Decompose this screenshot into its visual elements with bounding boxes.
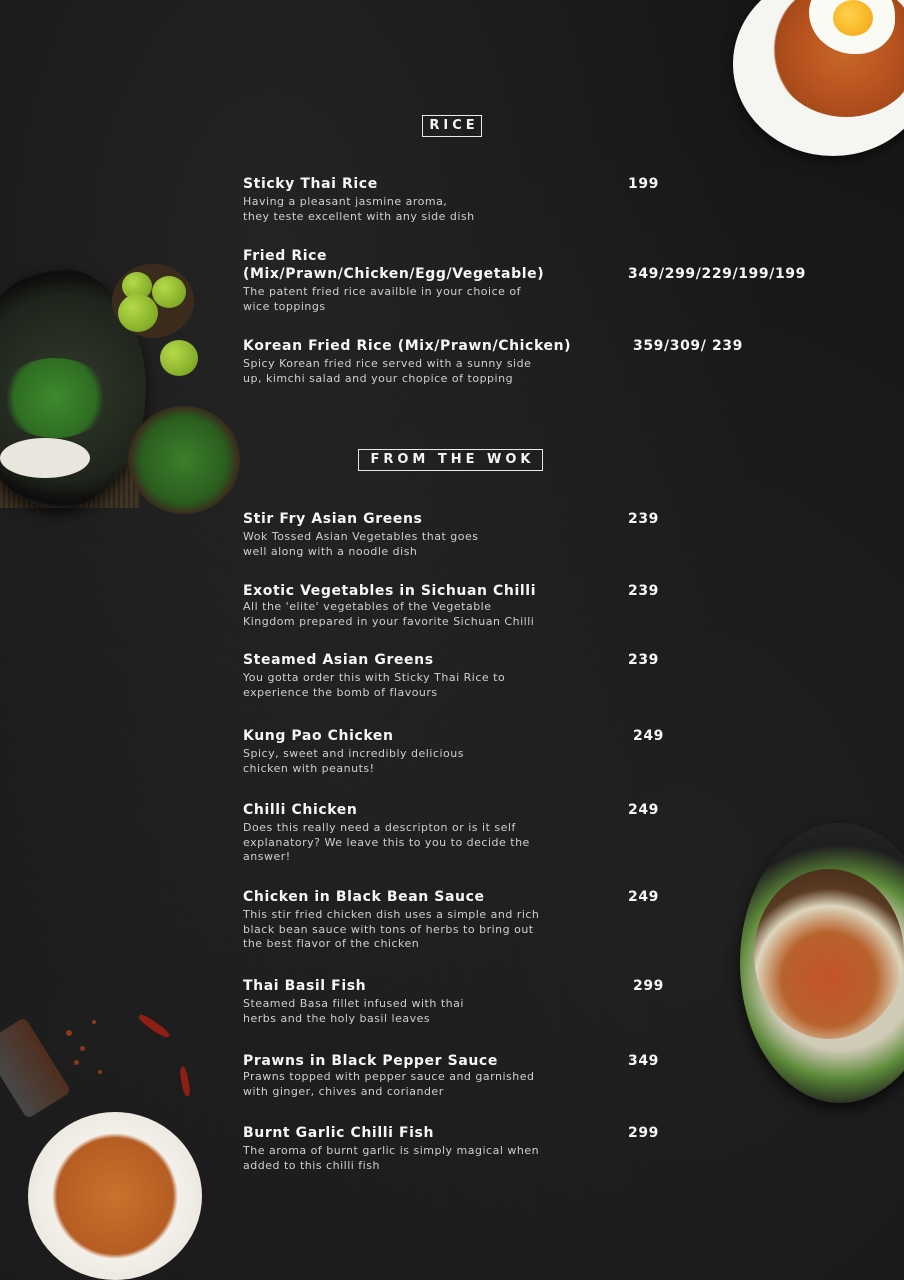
item-description-line: experience the bomb of flavours	[243, 685, 438, 699]
item-price: 249	[628, 889, 660, 905]
item-price: 249	[628, 802, 660, 818]
menu-item-thai-basil-fish	[243, 977, 843, 1026]
item-description-line: This stir fried chicken dish uses a simple and rich	[243, 908, 540, 921]
item-name: Chicken in Black Bean Sauce	[243, 889, 485, 905]
menu-item-chilli-chicken	[243, 801, 843, 865]
item-description	[243, 671, 583, 700]
item-description	[243, 195, 583, 224]
item-description	[243, 1070, 583, 1099]
item-price: 299	[633, 978, 665, 994]
item-description-line: Wok Tossed Asian Vegetables that goes	[243, 530, 479, 543]
item-description	[243, 1144, 583, 1173]
item-description-line: Does this really need a descripton or is it self	[243, 821, 516, 834]
item-price: 239	[628, 511, 660, 527]
item-description-line: Prawns topped with pepper sauce and garnished	[243, 1070, 535, 1083]
item-name: Korean Fried Rice (Mix/Prawn/Chicken)	[243, 338, 572, 354]
spinach-bowl-image	[128, 406, 240, 514]
item-price: 349/299/229/199/199	[628, 266, 806, 282]
item-description-line: herbs and the holy basil leaves	[243, 1011, 431, 1025]
menu-item-fried-rice	[243, 247, 843, 314]
item-description	[243, 821, 583, 865]
item-price: 349	[628, 1053, 660, 1069]
spice-flake-image	[98, 1070, 102, 1074]
item-name-variants: (Mix/Prawn/Chicken/Egg/Vegetable)	[243, 266, 545, 282]
item-description-line: The aroma of burnt garlic is simply magical when	[243, 1144, 540, 1157]
item-description-line: The patent fried rice availble in your choice of	[243, 285, 522, 298]
limes-bowl-image	[112, 264, 194, 338]
item-description-line: they teste excellent with any side dish	[243, 209, 475, 223]
item-description	[243, 285, 583, 314]
item-description-line: well along with a noodle dish	[243, 544, 418, 558]
item-name: Sticky Thai Rice	[243, 176, 378, 192]
menu-item-korean-fried-rice	[243, 337, 843, 386]
item-description-line: Kingdom prepared in your favorite Sichuan Chilli	[243, 614, 535, 628]
item-name: Prawns in Black Pepper Sauce	[243, 1053, 498, 1069]
item-name: Steamed Asian Greens	[243, 652, 434, 668]
item-description-line: Steamed Basa fillet infused with thai	[243, 997, 464, 1010]
item-description-line: added to this chilli fish	[243, 1158, 380, 1172]
item-price: 239	[628, 583, 660, 599]
item-description-line: explanatory? We leave this to you to decide the	[243, 835, 530, 849]
item-description-line: up, kimchi salad and your chopice of topping	[243, 371, 514, 385]
item-name: Stir Fry Asian Greens	[243, 511, 423, 527]
menu-item-prawns-black-pepper	[243, 1052, 843, 1099]
item-name: Fried Rice	[243, 248, 328, 264]
item-description-line: Spicy Korean fried rice served with a sunny side	[243, 357, 532, 370]
item-name: Thai Basil Fish	[243, 978, 367, 994]
item-price: 249	[633, 728, 665, 744]
menu-item-kung-pao-chicken	[243, 727, 843, 776]
spice-jar-image	[0, 1017, 71, 1119]
item-price: 239	[628, 652, 660, 668]
lime-image	[160, 340, 198, 376]
item-description	[243, 530, 583, 559]
wok-greens-image	[0, 358, 110, 438]
red-chilli-image	[179, 1066, 191, 1097]
item-description	[243, 600, 583, 629]
item-description	[243, 997, 583, 1026]
section-heading-from-the-wok: FROM THE WOK	[358, 449, 543, 471]
spice-flake-image	[66, 1030, 72, 1036]
menu-item-burnt-garlic-chilli-fish	[243, 1124, 843, 1173]
item-description	[243, 908, 583, 952]
item-description-line: wice toppings	[243, 299, 326, 313]
item-price: 299	[628, 1125, 660, 1141]
item-description-line: black bean sauce with tons of herbs to bring out	[243, 922, 534, 936]
spice-flake-image	[80, 1046, 85, 1051]
wok-rice-image	[0, 438, 90, 478]
item-price: 359/309/ 239	[633, 338, 743, 354]
menu-item-stir-fry-asian-greens	[243, 510, 843, 559]
item-description	[243, 357, 583, 386]
menu-item-steamed-asian-greens	[243, 651, 843, 700]
item-description-line: answer!	[243, 850, 291, 864]
section-heading-rice: RICE	[422, 115, 482, 137]
menu-item-exotic-vegetables-sichuan	[243, 582, 843, 629]
item-description-line: Spicy, sweet and incredibly delicious	[243, 747, 464, 760]
item-description	[243, 747, 583, 776]
item-name: Chilli Chicken	[243, 802, 358, 818]
spice-flake-image	[92, 1020, 96, 1024]
lime-image	[152, 276, 186, 308]
item-description-line: Having a pleasant jasmine aroma,	[243, 195, 448, 208]
item-price: 199	[628, 176, 660, 192]
spice-flake-image	[74, 1060, 79, 1065]
item-name: Exotic Vegetables in Sichuan Chilli	[243, 583, 537, 599]
red-chilli-image	[137, 1012, 171, 1039]
lime-image	[118, 294, 158, 332]
item-description-line: You gotta order this with Sticky Thai Rice to	[243, 671, 506, 684]
menu-item-chicken-black-bean	[243, 888, 843, 952]
item-name: Kung Pao Chicken	[243, 728, 394, 744]
item-name: Burnt Garlic Chilli Fish	[243, 1125, 435, 1141]
thai-curry-bowl-image	[28, 1112, 202, 1280]
egg-yolk-image	[833, 0, 873, 36]
item-description-line: All the 'elite' vegetables of the Vegetable	[243, 600, 492, 613]
menu-item-sticky-thai-rice	[243, 175, 843, 224]
item-description-line: the best flavor of the chicken	[243, 937, 420, 951]
fried-rice-plate-image	[733, 0, 904, 156]
item-description-line: chicken with peanuts!	[243, 761, 375, 775]
item-description-line: with ginger, chives and coriander	[243, 1084, 444, 1098]
